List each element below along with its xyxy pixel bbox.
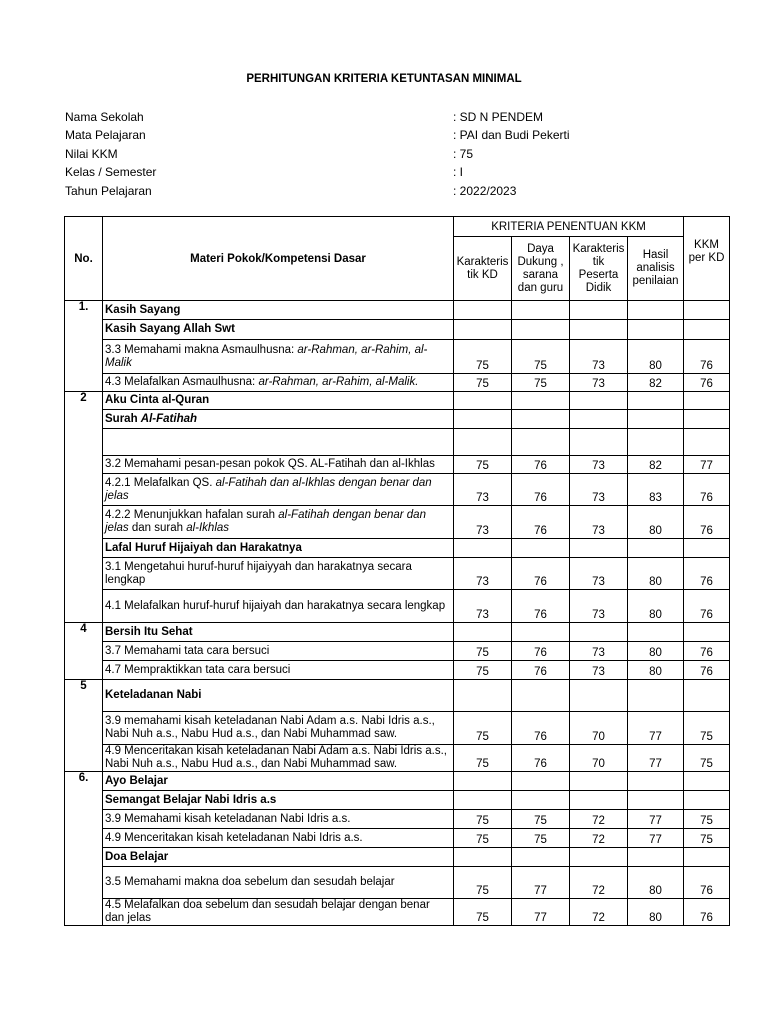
header-col5: KKM per KD bbox=[684, 237, 730, 301]
value-cell: 75 bbox=[454, 661, 512, 680]
table-body bbox=[65, 301, 730, 926]
info-row-year bbox=[65, 184, 705, 200]
value-cell bbox=[512, 429, 570, 456]
value-cell: 76 bbox=[512, 506, 570, 539]
materi-text: 4.1 Melafalkan huruf-huruf hijaiyah dan harakatnya secara lengkap bbox=[105, 599, 446, 612]
value-cell: 75 bbox=[684, 745, 730, 772]
value-cell bbox=[570, 320, 628, 340]
materi-cell: Kasih Sayang bbox=[103, 301, 454, 320]
value-cell: 75 bbox=[684, 829, 730, 848]
kkm-table bbox=[64, 216, 730, 926]
materi-text: 4.2.1 Melafalkan QS. bbox=[105, 476, 216, 489]
table-row bbox=[65, 506, 730, 539]
info-row-class bbox=[65, 165, 705, 181]
value-cell: 80 bbox=[628, 899, 684, 926]
header-group: KRITERIA PENENTUAN KKM bbox=[454, 217, 684, 237]
info-label: Mata Pelajaran bbox=[65, 128, 146, 142]
value-cell bbox=[628, 772, 684, 791]
table-row bbox=[65, 456, 730, 474]
value-cell bbox=[454, 429, 512, 456]
value-cell bbox=[454, 410, 512, 429]
value-cell: 75 bbox=[454, 456, 512, 474]
value-cell: 77 bbox=[628, 829, 684, 848]
value-cell: 76 bbox=[684, 558, 730, 590]
value-cell: 82 bbox=[628, 374, 684, 392]
value-cell: 75 bbox=[512, 829, 570, 848]
value-cell: 73 bbox=[570, 374, 628, 392]
info-row-school bbox=[65, 110, 705, 126]
info-row-kkm bbox=[65, 147, 705, 163]
value-cell bbox=[512, 680, 570, 712]
value-cell bbox=[570, 848, 628, 867]
value-cell: 77 bbox=[628, 712, 684, 745]
value-cell bbox=[684, 392, 730, 410]
value-cell: 83 bbox=[628, 474, 684, 506]
materi-cell bbox=[103, 867, 454, 899]
value-cell: 76 bbox=[512, 558, 570, 590]
materi-cell: Doa Belajar bbox=[103, 848, 454, 867]
value-cell: 73 bbox=[570, 590, 628, 623]
materi-text: 3.9 Memahami kisah keteladanan Nabi Idris a.s. bbox=[105, 812, 351, 825]
value-cell: 73 bbox=[570, 506, 628, 539]
materi-cell: Ayo Belajar bbox=[103, 772, 454, 791]
value-cell: 75 bbox=[512, 340, 570, 374]
materi-text: dan surah bbox=[128, 522, 187, 534]
value-cell: 76 bbox=[512, 474, 570, 506]
value-cell bbox=[684, 623, 730, 642]
value-cell: 75 bbox=[454, 340, 512, 374]
value-cell: 72 bbox=[570, 810, 628, 829]
value-cell: 77 bbox=[512, 899, 570, 926]
value-cell: 77 bbox=[628, 745, 684, 772]
value-cell bbox=[570, 772, 628, 791]
materi-cell bbox=[103, 642, 454, 661]
value-cell: 76 bbox=[684, 642, 730, 661]
value-cell: 75 bbox=[454, 712, 512, 745]
value-cell bbox=[570, 301, 628, 320]
materi-cell bbox=[103, 899, 454, 926]
table-row bbox=[65, 810, 730, 829]
value-cell: 76 bbox=[684, 474, 730, 506]
materi-text: 4.7 Mempraktikkan tata cara bersuci bbox=[105, 663, 291, 676]
value-cell: 75 bbox=[454, 829, 512, 848]
value-cell: 80 bbox=[628, 590, 684, 623]
value-cell: 75 bbox=[454, 867, 512, 899]
value-cell bbox=[570, 791, 628, 810]
value-cell: 76 bbox=[512, 590, 570, 623]
materi-cell bbox=[103, 474, 454, 506]
table-row bbox=[65, 772, 730, 791]
value-cell bbox=[570, 539, 628, 558]
value-cell bbox=[684, 680, 730, 712]
value-cell: 76 bbox=[684, 899, 730, 926]
value-cell bbox=[512, 301, 570, 320]
value-cell: 73 bbox=[570, 340, 628, 374]
materi-text: al-Fatihah dengan benar dan jelas bbox=[105, 509, 426, 534]
materi-cell: Bersih Itu Sehat bbox=[103, 623, 454, 642]
value-cell bbox=[628, 429, 684, 456]
row-number: 5 bbox=[65, 680, 103, 772]
value-cell bbox=[454, 623, 512, 642]
info-value: : 2022/2023 bbox=[453, 184, 517, 198]
value-cell bbox=[454, 772, 512, 791]
value-cell bbox=[454, 320, 512, 340]
materi-text: 3.5 Memahami makna doa sebelum dan sesudah belajar bbox=[105, 876, 395, 888]
materi-text: 4.3 Melafalkan Asmaulhusna: bbox=[105, 376, 259, 388]
value-cell: 75 bbox=[512, 810, 570, 829]
value-cell bbox=[628, 320, 684, 340]
value-cell bbox=[628, 301, 684, 320]
value-cell bbox=[684, 848, 730, 867]
value-cell: 76 bbox=[684, 374, 730, 392]
info-label: Nama Sekolah bbox=[65, 110, 144, 124]
header-col1: Karakteris tik KD bbox=[454, 237, 512, 301]
value-cell: 75 bbox=[454, 899, 512, 926]
value-cell bbox=[684, 301, 730, 320]
value-cell: 73 bbox=[454, 590, 512, 623]
value-cell bbox=[454, 539, 512, 558]
value-cell bbox=[628, 623, 684, 642]
value-cell: 77 bbox=[512, 867, 570, 899]
value-cell bbox=[512, 791, 570, 810]
value-cell bbox=[570, 429, 628, 456]
materi-text: 3.9 memahami kisah keteladanan Nabi Adam a.s. Nabi Idris a.s., Nabi Nuh a.s., Nabu Hud a.s., dan Nabi Muhammad saw. bbox=[105, 715, 435, 740]
table-row bbox=[65, 590, 730, 623]
value-cell bbox=[512, 392, 570, 410]
value-cell bbox=[512, 848, 570, 867]
value-cell: 73 bbox=[570, 474, 628, 506]
row-number: 6. bbox=[65, 772, 103, 926]
table-row bbox=[65, 374, 730, 392]
row-number: 1. bbox=[65, 301, 103, 392]
materi-cell bbox=[103, 661, 454, 680]
header-col4: Hasil analisis penilaian bbox=[628, 237, 684, 301]
table-row bbox=[65, 829, 730, 848]
value-cell: 72 bbox=[570, 867, 628, 899]
table-row bbox=[65, 791, 730, 810]
materi-cell bbox=[103, 506, 454, 539]
materi-cell bbox=[103, 340, 454, 374]
value-cell bbox=[454, 392, 512, 410]
table-row bbox=[65, 661, 730, 680]
info-label: Kelas / Semester bbox=[65, 165, 157, 179]
header-no: No. bbox=[65, 217, 103, 301]
table-row bbox=[65, 539, 730, 558]
value-cell: 73 bbox=[454, 474, 512, 506]
value-cell bbox=[570, 623, 628, 642]
materi-cell bbox=[103, 456, 454, 474]
table-row bbox=[65, 410, 730, 429]
value-cell: 72 bbox=[570, 899, 628, 926]
value-cell: 70 bbox=[570, 745, 628, 772]
value-cell bbox=[570, 410, 628, 429]
value-cell bbox=[628, 680, 684, 712]
value-cell: 76 bbox=[684, 506, 730, 539]
materi-text: 4.2.2 Menunjukkan hafalan surah bbox=[105, 509, 279, 521]
materi-cell bbox=[103, 558, 454, 590]
materi-text: ar-Rahman, ar-Rahim, al-Malik. bbox=[258, 376, 419, 388]
value-cell bbox=[684, 772, 730, 791]
value-cell: 80 bbox=[628, 867, 684, 899]
value-cell: 75 bbox=[512, 374, 570, 392]
materi-cell: Semangat Belajar Nabi Idris a.s bbox=[103, 791, 454, 810]
value-cell: 73 bbox=[454, 506, 512, 539]
info-value: : SD N PENDEM bbox=[453, 110, 544, 124]
value-cell bbox=[684, 429, 730, 456]
value-cell bbox=[512, 320, 570, 340]
materi-cell bbox=[103, 429, 454, 456]
value-cell: 75 bbox=[454, 642, 512, 661]
info-value: : I bbox=[453, 165, 464, 179]
value-cell: 75 bbox=[684, 810, 730, 829]
materi-cell: Aku Cinta al-Quran bbox=[103, 392, 454, 410]
value-cell: 75 bbox=[684, 712, 730, 745]
table-row bbox=[65, 642, 730, 661]
info-row-subject bbox=[65, 128, 705, 144]
table-row bbox=[65, 320, 730, 340]
table-row bbox=[65, 558, 730, 590]
table-row bbox=[65, 745, 730, 772]
value-cell bbox=[684, 320, 730, 340]
value-cell bbox=[454, 791, 512, 810]
value-cell: 73 bbox=[570, 661, 628, 680]
materi-cell bbox=[103, 410, 454, 429]
value-cell bbox=[512, 772, 570, 791]
value-cell bbox=[570, 680, 628, 712]
value-cell: 80 bbox=[628, 506, 684, 539]
materi-text: 4.5 Melafalkan doa sebelum dan sesudah belajar dengan benar dan jelas bbox=[105, 899, 430, 924]
value-cell: 70 bbox=[570, 712, 628, 745]
value-cell: 76 bbox=[684, 661, 730, 680]
value-cell bbox=[512, 539, 570, 558]
value-cell bbox=[512, 623, 570, 642]
materi-text: al-Fatihah dan al-Ikhlas dengan benar dan jelas bbox=[105, 476, 432, 502]
table-row bbox=[65, 899, 730, 926]
materi-cell bbox=[103, 745, 454, 772]
table-row bbox=[65, 867, 730, 899]
table-row bbox=[65, 429, 730, 456]
value-cell bbox=[628, 539, 684, 558]
materi-text: 4.9 Menceritakan kisah keteladanan Nabi Idris a.s. bbox=[105, 831, 363, 844]
value-cell: 76 bbox=[512, 712, 570, 745]
value-cell: 73 bbox=[570, 558, 628, 590]
table-row bbox=[65, 623, 730, 642]
info-label: Tahun Pelajaran bbox=[65, 184, 152, 198]
header-col3: Karakteris tik Peserta Didik bbox=[570, 237, 628, 301]
table-row bbox=[65, 712, 730, 745]
value-cell bbox=[628, 791, 684, 810]
materi-cell: Keteladanan Nabi bbox=[103, 680, 454, 712]
row-number: 4 bbox=[65, 623, 103, 680]
table-row bbox=[65, 848, 730, 867]
materi-text: 3.7 Memahami tata cara bersuci bbox=[105, 644, 270, 657]
value-cell bbox=[628, 410, 684, 429]
value-cell: 75 bbox=[454, 810, 512, 829]
value-cell: 80 bbox=[628, 642, 684, 661]
materi-cell: Lafal Huruf Hijaiyah dan Harakatnya bbox=[103, 539, 454, 558]
value-cell bbox=[454, 301, 512, 320]
value-cell: 75 bbox=[454, 374, 512, 392]
info-value: : 75 bbox=[453, 147, 474, 161]
materi-text: Al-Fatihah bbox=[140, 412, 198, 425]
header-col2: Daya Dukung , sarana dan guru bbox=[512, 237, 570, 301]
table-row bbox=[65, 680, 730, 712]
value-cell bbox=[684, 539, 730, 558]
materi-text: al-Ikhlas bbox=[186, 522, 230, 534]
value-cell: 76 bbox=[512, 745, 570, 772]
value-cell bbox=[454, 848, 512, 867]
materi-text: 3.1 Mengetahui huruf-huruf hijaiyyah dan harakatnya secara lengkap bbox=[105, 560, 412, 586]
value-cell bbox=[512, 410, 570, 429]
materi-cell bbox=[103, 712, 454, 745]
value-cell: 76 bbox=[684, 867, 730, 899]
header-blank bbox=[684, 217, 730, 237]
value-cell bbox=[628, 392, 684, 410]
value-cell bbox=[628, 848, 684, 867]
header-materi: Materi Pokok/Kompetensi Dasar bbox=[103, 217, 454, 301]
value-cell: 76 bbox=[512, 642, 570, 661]
materi-text: 4.9 Menceritakan kisah keteladanan Nabi Adam a.s. Nabi Idris a.s., Nabi Nuh a.s., Nabu Hud a.s., dan Nabi Muhammad saw. bbox=[105, 745, 447, 770]
materi-cell bbox=[103, 590, 454, 623]
materi-cell bbox=[103, 374, 454, 392]
value-cell: 76 bbox=[512, 456, 570, 474]
value-cell: 77 bbox=[628, 810, 684, 829]
value-cell: 77 bbox=[684, 456, 730, 474]
table-row bbox=[65, 474, 730, 506]
value-cell: 82 bbox=[628, 456, 684, 474]
value-cell: 75 bbox=[454, 745, 512, 772]
materi-cell bbox=[103, 810, 454, 829]
materi-cell bbox=[103, 829, 454, 848]
value-cell bbox=[454, 680, 512, 712]
value-cell: 72 bbox=[570, 829, 628, 848]
table-row bbox=[65, 340, 730, 374]
value-cell: 73 bbox=[570, 456, 628, 474]
value-cell: 80 bbox=[628, 661, 684, 680]
materi-text: 3.3 Memahami makna Asmaulhusna: bbox=[105, 343, 298, 356]
value-cell: 76 bbox=[684, 340, 730, 374]
page-title: PERHITUNGAN KRITERIA KETUNTASAN MINIMAL bbox=[246, 73, 522, 85]
value-cell bbox=[684, 791, 730, 810]
row-number: 2 bbox=[65, 392, 103, 623]
info-label: Nilai KKM bbox=[65, 147, 118, 161]
info-value: : PAI dan Budi Pekerti bbox=[453, 128, 570, 142]
value-cell bbox=[684, 410, 730, 429]
table-row bbox=[65, 392, 730, 410]
value-cell: 80 bbox=[628, 340, 684, 374]
value-cell: 76 bbox=[512, 661, 570, 680]
value-cell: 73 bbox=[454, 558, 512, 590]
value-cell: 76 bbox=[684, 590, 730, 623]
table-row bbox=[65, 301, 730, 320]
value-cell: 73 bbox=[570, 642, 628, 661]
materi-text: 3.2 Memahami pesan-pesan pokok QS. AL-Fatihah dan al-Ikhlas bbox=[105, 458, 435, 470]
materi-text: ar-Rahman, ar-Rahim, al-Malik bbox=[105, 343, 428, 369]
value-cell bbox=[570, 392, 628, 410]
value-cell: 80 bbox=[628, 558, 684, 590]
materi-text: Surah bbox=[105, 412, 141, 425]
materi-cell: Kasih Sayang Allah Swt bbox=[103, 320, 454, 340]
